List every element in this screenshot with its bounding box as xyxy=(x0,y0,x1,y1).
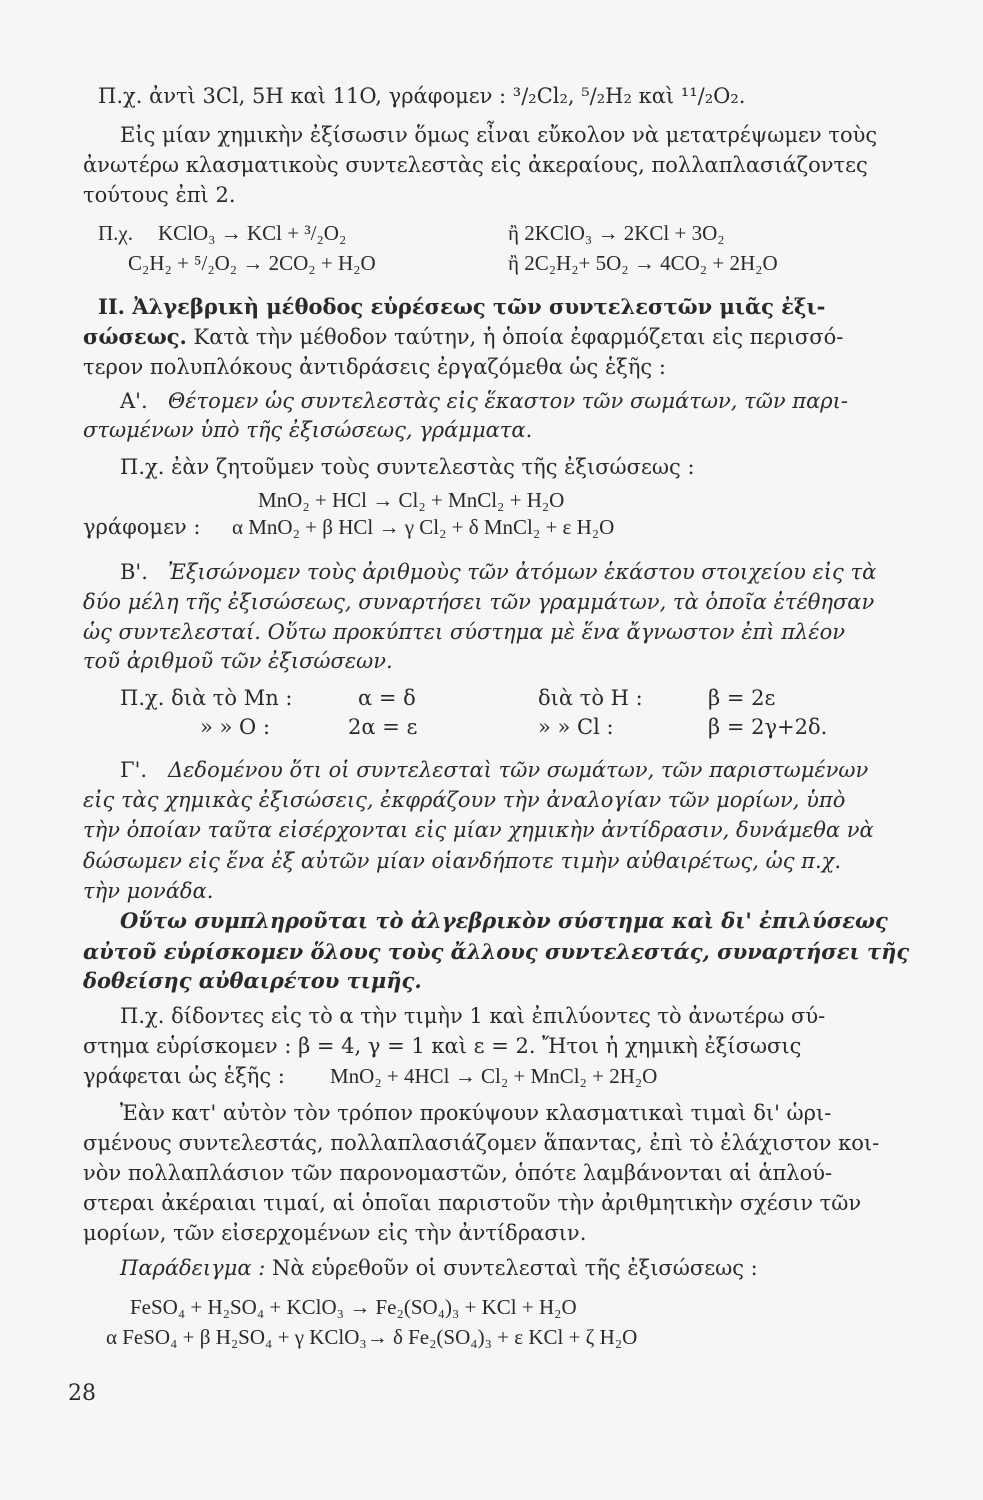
system-cell: » » Cl : xyxy=(538,715,614,739)
system-cell: Π.χ. διὰ τὸ Mn : xyxy=(120,686,293,710)
step-c-text: τὴν μονάδα. xyxy=(83,879,214,903)
example-label: Παράδειγμα : xyxy=(120,1256,266,1280)
step-b-text: Ἐξισώνομεν τοὺς ἀριθμοὺς τῶν ἀτόμων ἑκάστου στοιχείου εἰς τὰ xyxy=(168,560,877,584)
paragraph-line: ἀνωτέρω κλασματικοὺς συντελεστὰς εἰς ἀκεραίους, πολλαπλασιάζοντες xyxy=(83,153,868,177)
section-text: Κατὰ τὴν μέθοδον ταύτην, ἡ ὁποία ἐφαρμόζεται εἰς περισσό- xyxy=(186,325,844,349)
system-cell: 2α = ε xyxy=(348,715,418,739)
paragraph-line: Π.χ. δίδοντες εἰς τὸ α τὴν τιμὴν 1 καὶ ἐπιλύοντες τὸ ἀνωτέρω σύ- xyxy=(120,1004,826,1028)
equation: FeSO₄ + H₂SO₄ + KClO₃ → Fe₂(SO₄)₃ + KCl + H₂O xyxy=(130,1295,577,1319)
paragraph-line: τούτους ἐπὶ 2. xyxy=(83,183,236,207)
paragraph-line: σμένους συντελεστάς, πολλαπλασιάζομεν ἅπαντας, ἐπὶ τὸ ἐλάχιστον κοι- xyxy=(83,1131,880,1155)
page-number: 28 xyxy=(68,1381,96,1406)
paragraph-line: γράφεται ὡς ἑξῆς : xyxy=(83,1064,285,1088)
paragraph-line: Ἐὰν κατ' αὐτὸν τὸν τρόπον προκύψουν κλασματικαὶ τιμαὶ δι' ὡρι- xyxy=(120,1101,832,1125)
equation: MnO₂ + 4HCl → Cl₂ + MnCl₂ + 2H₂O xyxy=(330,1064,658,1088)
system-cell: » » O : xyxy=(200,715,271,739)
example-intro: Π.χ. ἐὰν ζητοῦμεν τοὺς συντελεστὰς τῆς ἐξισώσεως : xyxy=(120,455,695,479)
system-cell: β = 2γ+2δ. xyxy=(708,715,828,739)
equation: α FeSO₄ + β H₂SO₄ + γ KClO₃→ δ Fe₂(SO₄)₃ + ε KCl + ζ H₂O xyxy=(106,1325,638,1349)
equation-label: γράφομεν : xyxy=(83,515,201,539)
step-c-text: εἰς τὰς χημικὰς ἐξισώσεις, ἐκφράζουν τὴν ἀναλογίαν τῶν μορίων, ὑπὸ xyxy=(83,788,846,812)
equation: α MnO₂ + β HCl → γ Cl₂ + δ MnCl₂ + ε H₂O xyxy=(232,515,615,539)
bold-paragraph-line: δοθείσης αὐθαιρέτου τιμῆς. xyxy=(83,968,422,993)
step-a-text: Θέτομεν ὡς συντελεστὰς εἰς ἕκαστον τῶν σωμάτων, τῶν παρι- xyxy=(168,389,848,413)
equation-left: C₂H₂ + ⁵/₂O₂ → 2CO₂ + H₂O xyxy=(128,251,376,275)
section-heading-cont xyxy=(83,322,843,352)
section-heading: II. Ἀλγεβρικὴ μέθοδος εὑρέσεως τῶν συντελεστῶν μιᾶς ἐξι- xyxy=(98,294,826,319)
step-b-text: δύο μέλη τῆς ἐξισώσεως, συναρτήσει τῶν γραμμάτων, τὰ ὁποῖα ἐτέθησαν xyxy=(83,590,875,614)
step-c-label: Γ'. xyxy=(120,758,148,782)
example-prefix: Π.χ. xyxy=(98,221,133,245)
system-cell: β = 2ε xyxy=(708,686,776,710)
paragraph-line: Εἰς μίαν χημικὴν ἐξίσωσιν ὅμως εἶναι εὔκολον νὰ μετατρέψωμεν τοὺς xyxy=(120,123,878,147)
section-heading-end: σώσεως. xyxy=(83,324,187,349)
equation-left: KClO₃ → KCl + ³/₂O₂ xyxy=(158,221,347,245)
system-cell: διὰ τὸ H : xyxy=(538,686,643,710)
step-b-label: Β'. xyxy=(120,560,148,584)
example-text: Νὰ εὑρεθοῦν οἱ συντελεσταὶ τῆς ἐξισώσεως : xyxy=(265,1256,758,1280)
step-c-text: δώσωμεν εἰς ἕνα ἐξ αὐτῶν μίαν οἱανδήποτε τιμὴν αὐθαιρέτως, ὡς π.χ. xyxy=(83,849,842,873)
example-line: Π.χ. ἀντὶ 3Cl, 5H καὶ 11O, γράφομεν : ³/₂Cl₂, ⁵/₂H₂ καὶ ¹¹/₂O₂. xyxy=(98,84,746,108)
system-cell: α = δ xyxy=(358,686,416,710)
equation-right: ἢ 2C₂H₂+ 5O₂ → 4CO₂ + 2H₂O xyxy=(508,251,778,275)
step-a-text: στωμένων ὑπὸ τῆς ἐξισώσεως, γράμματα. xyxy=(83,418,533,442)
equation: MnO₂ + HCl → Cl₂ + MnCl₂ + H₂O xyxy=(258,488,565,512)
paragraph-line: στημα εὑρίσκομεν : β = 4, γ = 1 καὶ ε = 2. Ἤτοι ἡ χημικὴ ἐξίσωσις xyxy=(83,1034,802,1058)
paragraph-line: τερον πολυπλόκους ἀντιδράσεις ἐργαζόμεθα ὡς ἑξῆς : xyxy=(83,355,666,379)
step-b-text: ὡς συντελεσταί. Οὕτω προκύπτει σύστημα μὲ ἕνα ἄγνωστον ἐπὶ πλέον xyxy=(83,620,845,644)
bold-paragraph-line: αὐτοῦ εὑρίσκομεν ὅλους τοὺς ἄλλους συντελεστάς, συναρτήσει τῆς xyxy=(83,939,910,964)
step-a-label: Α'. xyxy=(120,389,148,413)
example-line xyxy=(120,1253,758,1283)
paragraph-line: νὸν πολλαπλάσιον τῶν παρονομαστῶν, ὁπότε λαμβάνονται αἱ ἁπλού- xyxy=(83,1161,833,1185)
paragraph-line: στεραι ἀκέραιαι τιμαί, αἱ ὁποῖαι παριστοῦν τὴν ἀριθμητικὴν σχέσιν τῶν xyxy=(83,1191,862,1215)
step-c-text: Δεδομένου ὅτι οἱ συντελεσταὶ τῶν σωμάτων, τῶν παριστωμένων xyxy=(168,758,869,782)
step-b-text: τοῦ ἀριθμοῦ τῶν ἐξισώσεων. xyxy=(83,649,393,673)
step-c-text: τὴν ὁποίαν ταῦτα εἰσέρχονται εἰς μίαν χημικὴν ἀντίδρασιν, δυνάμεθα νὰ xyxy=(83,818,874,842)
bold-paragraph-line: Οὕτω συμπληροῦται τὸ ἀλγεβρικὸν σύστημα καὶ δι' ἐπιλύσεως xyxy=(120,908,888,933)
paragraph-line: μορίων, τῶν εἰσερχομένων εἰς τὴν ἀντίδρασιν. xyxy=(83,1221,587,1245)
equation-right: ἢ 2KClO₃ → 2KCl + 3O₂ xyxy=(508,221,725,245)
